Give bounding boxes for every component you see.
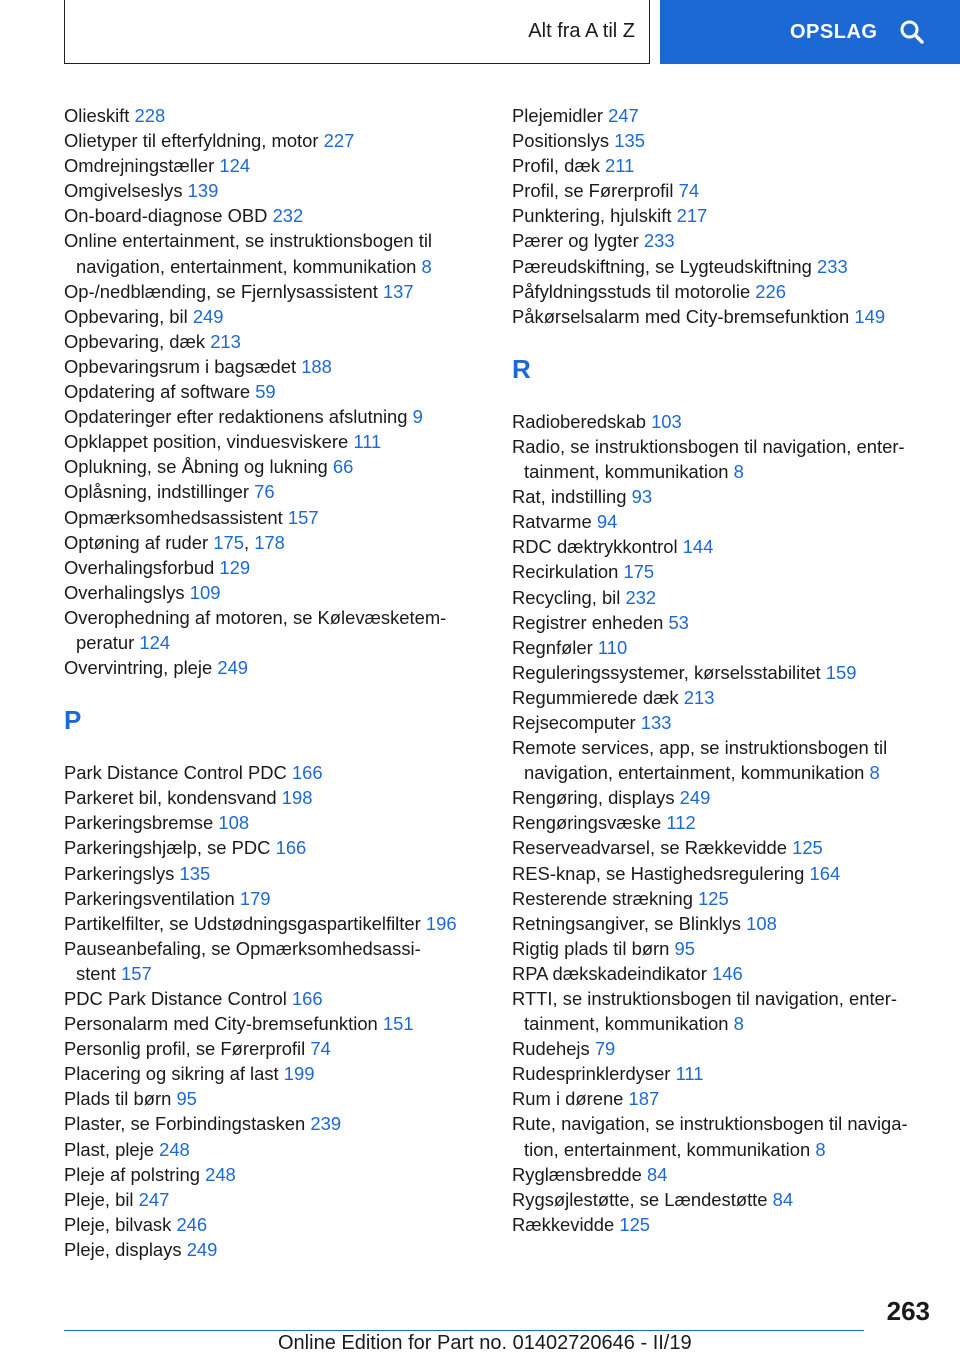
page-link[interactable]: 95 [176,1088,197,1110]
index-entry [64,1162,484,1187]
index-entry [64,911,484,936]
index-entry-text: Parkeret bil, kondensvand [64,787,277,809]
page-link[interactable]: 111 [675,1063,704,1085]
index-entry-text: Pauseanbefaling, se Opmærksomhedsassi- stent [64,937,421,984]
page-link[interactable]: 8 [869,762,880,784]
index-entry [64,1212,484,1237]
index-entry-text: Pleje, bilvask [64,1213,172,1235]
page-link[interactable]: 213 [210,330,241,352]
index-entry-text: PDC Park Distance Control [64,988,287,1009]
page-link[interactable]: 217 [676,205,708,227]
index-entry [512,509,932,534]
index-entry [64,886,484,911]
page-link[interactable]: 179 [239,887,271,909]
page-link[interactable]: 239 [310,1113,342,1135]
footer-divider [64,1330,864,1331]
index-entry [512,534,932,559]
index-entry [64,1036,484,1061]
index-entry-text: Plads til børn [64,1088,172,1110]
index-entry [64,454,484,479]
index-entry-text: Rum i dørene [512,1088,624,1110]
index-entry [512,1187,932,1212]
page-link[interactable]: 133 [640,711,672,733]
page-link[interactable]: 144 [682,536,714,558]
index-entry [512,986,932,1036]
index-entry [64,279,484,304]
page-link[interactable]: 8 [421,255,432,277]
index-entry [64,1237,484,1262]
index-entry [64,835,484,860]
index-entry [512,484,932,509]
page-link[interactable]: 188 [301,355,332,377]
index-entry [64,379,484,404]
index-entry [64,103,484,128]
index-entry [512,911,932,936]
page-link[interactable]: 198 [281,787,313,809]
index-entry [64,329,484,354]
index-entry [512,1111,932,1161]
tab-lookup-label: OPSLAG [790,20,878,43]
page-link[interactable]: 159 [825,661,857,683]
page-link[interactable]: 175 [623,561,655,583]
index-entry [512,203,932,228]
index-entry [64,785,484,810]
index-entry-text: Parkeringsventilation [64,887,235,909]
page-link[interactable]: 187 [628,1088,660,1110]
page-link[interactable]: 84 [772,1188,794,1210]
page-link[interactable]: 111 [353,431,382,453]
index-entry [64,1111,484,1136]
index-entry [64,404,484,429]
index-entry [512,254,932,279]
page-link[interactable]: 247 [138,1188,170,1210]
page-link[interactable]: 95 [674,937,696,959]
page-link[interactable]: 125 [792,837,823,859]
page-link[interactable]: 151 [382,1013,414,1035]
index-entry-text: Op-/nedblænding, se Fjernlysassistent [64,280,378,302]
page-link[interactable]: 233 [817,255,848,277]
index-entry [512,1061,932,1086]
page-link[interactable]: 249 [679,787,711,809]
index-entry-text: Online entertainment, se instruktionsbogen til navigation, entertainment, kommunikation [64,230,433,277]
page-link[interactable]: 232 [625,586,657,608]
page-link[interactable]: 166 [291,762,323,784]
index-entry-text: Personlig profil, se Førerprofil [64,1038,306,1060]
index-entry [512,635,932,660]
page-link[interactable]: 157 [121,962,152,984]
page-link[interactable]: 248 [159,1138,190,1160]
index-entry [64,1187,484,1212]
index-entry-text: Pleje, bil [64,1188,134,1210]
page-link[interactable]: 74 [310,1038,331,1060]
page-link[interactable]: 178 [254,531,285,553]
index-entry-text: Olieskift [64,105,130,126]
page-link[interactable]: 110 [597,636,628,658]
page-link[interactable]: 157 [287,506,319,528]
index-entry [64,153,484,178]
index-entry-text: Reguleringssystemer, kørselsstabilitet [512,661,821,683]
index-entry-text: Retningsangiver, se Blinklys [512,912,741,934]
index-entry [512,1086,932,1111]
page-link[interactable]: 228 [134,105,166,126]
index-entry [64,479,484,504]
index-entry [512,1036,932,1061]
index-entry [64,178,484,203]
index-entry [64,505,484,530]
index-entry-text: Plejemidler [512,105,603,126]
tab-index-a-z[interactable] [64,0,650,64]
index-entry-text: Oplukning, se Åbning og lukning [64,456,328,478]
index-entry-text: Opbevaring, dæk [64,330,206,352]
index-entry [512,128,932,153]
index-entry-text: Ryglænsbredde [512,1163,642,1185]
index-entry-text: Recirkulation [512,561,619,583]
index-entry [512,559,932,584]
page-link[interactable]: 249 [186,1238,218,1260]
index-entry-text: Rækkevidde [512,1213,615,1235]
index-entry [64,429,484,454]
index-entry-text: Plast, pleje [64,1138,154,1160]
index-entry-text: Remote services, app, se instruktionsbogen til navigation, entertainment, kommunikation [512,737,888,784]
index-entry-text: Påkørselsalarm med City-bremsefunktion [512,305,850,327]
index-entry-text: Overhalingslys [64,581,185,603]
index-entry-text: Partikelfilter, se Udstødningsgaspartikelfilter [64,912,421,934]
page-link[interactable]: 125 [698,887,729,909]
index-entry [512,103,932,128]
index-entry-text: Regnføler [512,636,593,658]
index-entry [512,1212,932,1237]
index-entry [64,1086,484,1111]
index-entry-text: Pæreudskiftning, se Lygteudskiftning [512,255,812,277]
index-entry-text: On-board-diagnose OBD [64,205,268,227]
index-entry-text: Rejsecomputer [512,711,636,733]
index-entry: Optøning af ruder 175, 178 [64,531,285,553]
index-entry-text: Rudesprinklerdyser [512,1063,671,1085]
page-link[interactable]: 103 [651,410,682,432]
index-entry-text: Positionslys [512,130,610,152]
page-link[interactable]: 135 [179,862,211,884]
page-link[interactable]: 247 [608,105,639,126]
index-entry [64,936,484,986]
index-entry [512,178,932,203]
index-entry-text: Overophedning af motoren, se Kølevæsketem- peratur [64,606,447,653]
index-entry-text: Opmærksomhedsassistent [64,506,283,528]
index-entry-text: RDC dæktrykkontrol [512,536,678,558]
index-entry [64,128,484,153]
page-link[interactable]: 9 [412,406,423,428]
index-entry-text: Rygsøjlestøtte, se Lændestøtte [512,1188,768,1210]
page-link[interactable]: 124 [219,155,251,177]
page-link[interactable]: 196 [425,912,457,934]
index-entry-text: Rat, indstilling [512,486,627,508]
search-icon [899,19,925,45]
index-entry-text: Registrer enheden [512,611,664,633]
page-link[interactable]: 94 [596,511,618,533]
index-entry-text: Opbevaring, bil [64,305,188,327]
index-entry-text: Ratvarme [512,511,592,533]
index-entry [512,810,932,835]
index-entry [64,1137,484,1162]
page-link[interactable]: 79 [594,1038,616,1060]
index-entry-text: Radioberedskab [512,410,646,432]
index-entry-text: Overvintring, pleje [64,657,213,679]
index-entry [512,886,932,911]
index-entry-text: Pærer og lygter [512,230,639,252]
page-link[interactable]: 226 [755,280,786,302]
page-link[interactable]: 109 [189,581,221,603]
index-entry [64,655,484,680]
index-entry [64,228,484,278]
page-link[interactable]: 249 [192,305,224,327]
index-entry [64,605,484,655]
index-entry-text: Rengøring, displays [512,787,675,809]
page-link[interactable]: 125 [619,1213,651,1235]
section-letter: P [64,705,82,736]
index-entry [512,961,932,986]
page-link[interactable]: 8 [733,461,744,483]
index-entry [64,203,484,228]
page-link[interactable]: 199 [283,1063,315,1085]
index-entry [512,610,932,635]
index-entry [512,434,932,484]
index-entry [64,354,484,379]
index-entry-text: RES-knap, se Hastighedsregulering [512,862,805,884]
page-link[interactable]: 59 [255,381,276,403]
page-link[interactable]: 8 [815,1138,826,1160]
page-link[interactable]: 249 [217,657,249,679]
index-entry-text: Rute, navigation, se instruktionsbogen til naviga- tion, entertainment, kommunikation [512,1113,908,1160]
page-link[interactable]: 246 [176,1213,208,1235]
page-link[interactable]: 248 [205,1163,236,1185]
index-entry-text: Omgivelseslys [64,180,183,202]
page-link[interactable]: 124 [139,631,171,653]
page-link[interactable]: 129 [219,556,251,578]
index-entry [512,279,932,304]
index-entry-text: Opdateringer efter redaktionens afslutning [64,406,408,428]
page-link[interactable]: 149 [854,305,886,327]
page-link[interactable]: 135 [614,130,645,152]
index-entry-text: Omdrejningstæller [64,155,215,177]
section-letter: R [512,353,531,384]
index-entry-text: Recycling, bil [512,586,621,608]
index-entry-text: Profil, dæk [512,155,600,177]
index-entry-text: Optøning af ruder [64,531,209,553]
index-column-right [512,103,932,1237]
page-link[interactable]: 53 [668,611,689,633]
index-entry [64,580,484,605]
index-entry-text: Opklappet position, vinduesviskere [64,431,349,453]
page-link[interactable]: 213 [683,686,715,708]
page-link[interactable]: 166 [291,988,323,1009]
page-link[interactable]: 93 [631,486,653,508]
index-entry [64,555,484,580]
index-entry-text: Overhalingsforbud [64,556,215,578]
index-entry-text: Punktering, hjulskift [512,205,672,227]
page-link[interactable]: 137 [382,280,414,302]
index-entry [64,760,484,785]
index-entry-text: Pleje af polstring [64,1163,200,1185]
index-entry [512,785,932,810]
page-link[interactable]: 175 [213,531,244,553]
index-entry-text: Olietyper til efterfyldning, motor [64,130,319,152]
index-entry [64,810,484,835]
index-entry-text: RTTI, se instruktionsbogen til navigation, enter- tainment, kommunikation [512,988,898,1035]
page-link[interactable]: 8 [733,1013,744,1035]
index-entry [512,660,932,685]
index-entry [512,685,932,710]
index-entry-text: Parkeringslys [64,862,175,884]
index-entry [512,1162,932,1187]
page-link[interactable]: 66 [332,456,354,478]
index-entry-text: Rudehejs [512,1038,590,1060]
index-entry-text: Opbevaringsrum i bagsædet [64,355,297,377]
page-link[interactable]: 112 [666,812,696,834]
index-entry [512,835,932,860]
page-link[interactable]: 166 [275,837,307,859]
index-entry-text: Reserveadvarsel, se Rækkevidde [512,837,787,859]
index-entry [512,585,932,610]
page-link[interactable]: 232 [272,205,304,227]
index-entry [64,304,484,329]
index-column-left [64,103,484,1262]
index-entry-text: Oplåsning, indstillinger [64,481,250,503]
page-link[interactable]: 139 [187,180,219,202]
index-entry-text: Radio, se instruktionsbogen til navigation, enter- tainment, kommunikation [512,435,905,483]
page-link[interactable]: 227 [323,130,355,152]
index-entry-text: Placering og sikring af last [64,1063,279,1085]
index-entry [64,1061,484,1086]
page-link[interactable]: 74 [678,180,700,202]
page-link[interactable]: 84 [646,1163,668,1185]
index-entry [64,986,484,1011]
footer-edition: Online Edition for Part no. 01402720646 - II/19 [278,1332,692,1354]
index-entry [512,735,932,785]
index-entry [512,861,932,886]
index-entry-text: Påfyldningsstuds til motorolie [512,280,751,302]
index-entry-text: Rigtig plads til børn [512,937,670,959]
index-entry-text: Parkeringshjælp, se PDC [64,837,271,859]
index-entry [512,936,932,961]
tab-lookup[interactable] [660,0,960,64]
index-entry-text: Plaster, se Forbindingstasken [64,1113,306,1135]
index-entry [512,409,932,434]
page-link[interactable]: 108 [746,912,777,934]
index-entry-text: Profil, se Førerprofil [512,180,674,202]
page-link[interactable]: 233 [643,230,675,252]
page-link[interactable]: 76 [254,481,275,503]
page-link[interactable]: 146 [712,962,743,984]
index-entry-text: Rengøringsvæske [512,812,662,834]
page-number: 263 [886,1296,930,1326]
index-entry-text: Pleje, displays [64,1238,182,1260]
index-entry [64,1011,484,1036]
page-link[interactable]: 108 [218,812,250,834]
index-entry-text: Regummierede dæk [512,686,679,708]
index-entry [64,861,484,886]
index-entry-text: RPA dækskadeindikator [512,962,707,984]
index-entry [512,304,932,329]
index-entry [512,228,932,253]
index-entry-text: Opdatering af software [64,381,251,403]
page-link[interactable]: 164 [809,862,841,884]
index-entry [512,153,932,178]
page-link[interactable]: 211 [605,155,635,177]
index-entry-text: Resterende strækning [512,887,693,909]
index-entry [512,710,932,735]
index-entry-text: Personalarm med City-bremsefunktion [64,1013,378,1035]
tab-index-label: Alt fra A til Z [528,20,635,42]
index-entry-text: Parkeringsbremse [64,812,214,834]
index-entry-text: Park Distance Control PDC [64,762,287,784]
